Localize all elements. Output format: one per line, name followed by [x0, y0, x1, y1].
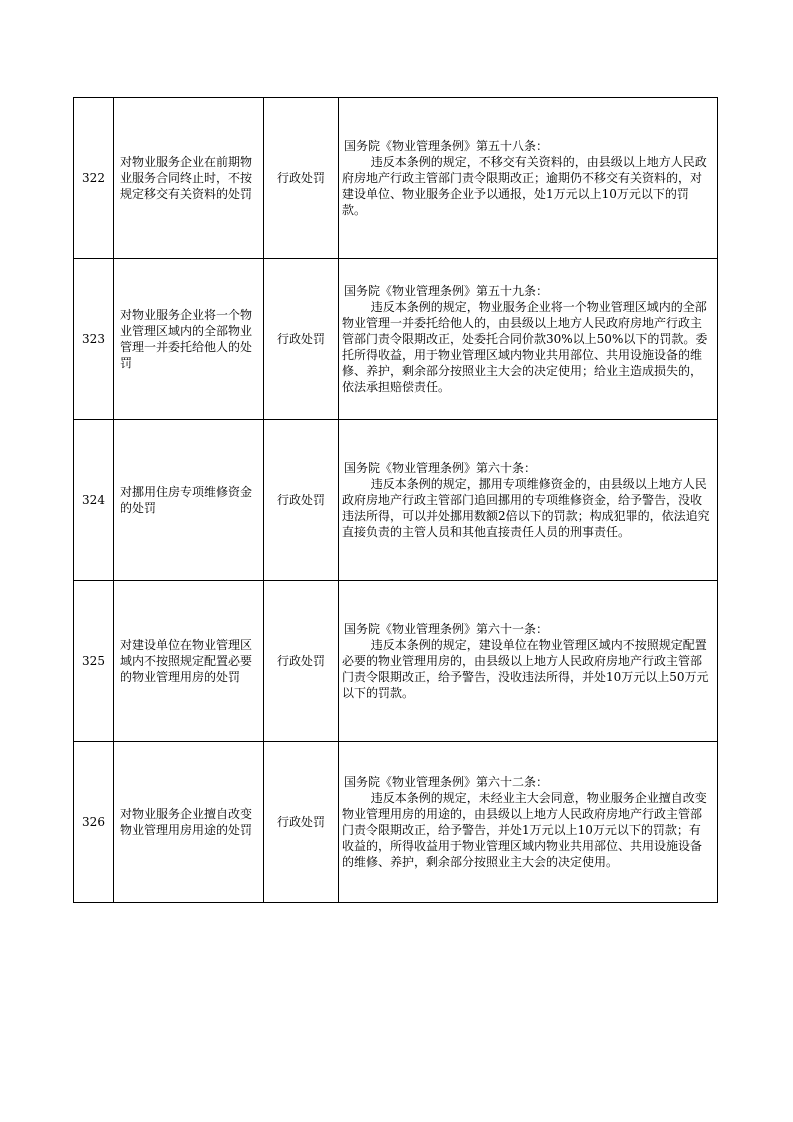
legal-basis-title: 国务院《物业管理条例》第五十八条：	[344, 139, 549, 153]
table-row	[74, 98, 718, 259]
table-row	[74, 420, 718, 581]
penalty-table	[73, 97, 718, 903]
penalty-table-body	[74, 98, 718, 903]
table-row	[74, 259, 718, 420]
legal-basis-title: 国务院《物业管理条例》第六十一条：	[344, 622, 549, 636]
legal-basis-text: 违反本条例的规定，物业服务企业将一个物业管理区域内的全部物业管理一并委托给他人的，由县级以上地方人民政府房地产行政主管部门责令限期改正，处委托合同价款30%以上50%以下的罚款。委托所得收益，用于物业管理区域内物业共用部位、共用设施设备的维修、养护，剩余部分按照业主大会的决定使用；给业主造成损失的，依法承担赔偿责任。	[342, 300, 708, 394]
penalty-item: 对物业服务企业擅自改变物业管理用房用途的处罚	[114, 742, 264, 903]
penalty-type: 行政处罚	[264, 98, 339, 259]
legal-basis-text: 违反本条例的规定，挪用专项维修资金的，由县级以上地方人民政府房地产行政主管部门追回挪用的专项维修资金，给予警告，没收违法所得，可以并处挪用数额2倍以下的罚款；构成犯罪的，依法追究直接负责的主管人员和其他直接责任人员的刑事责任。	[342, 477, 710, 539]
legal-basis	[339, 259, 718, 420]
legal-basis-title: 国务院《物业管理条例》第六十条：	[344, 461, 537, 475]
row-number: 322	[74, 98, 114, 259]
table-row	[74, 581, 718, 742]
legal-basis	[339, 420, 718, 581]
penalty-type: 行政处罚	[264, 742, 339, 903]
legal-basis-title: 国务院《物业管理条例》第五十九条：	[344, 284, 549, 298]
penalty-item: 对物业服务企业将一个物业管理区域内的全部物业管理一并委托给他人的处罚	[114, 259, 264, 420]
penalty-type: 行政处罚	[264, 581, 339, 742]
legal-basis-text: 违反本条例的规定，未经业主大会同意，物业服务企业擅自改变物业管理用房的用途的，由县级以上地方人民政府房地产行政主管部门责令限期改正，给予警告，并处1万元以上10万元以下的罚款；有收益的，所得收益用于物业管理区域内物业共用部位、共用设施设备的维修、养护，剩余部分按照业主大会的决定使用。	[342, 791, 707, 869]
legal-basis	[339, 98, 718, 259]
row-number: 326	[74, 742, 114, 903]
legal-basis	[339, 581, 718, 742]
legal-basis-text: 违反本条例的规定，不移交有关资料的，由县级以上地方人民政府房地产行政主管部门责令限期改正；逾期仍不移交有关资料的，对建设单位、物业服务企业予以通报，处1万元以上10万元以下的罚款。	[342, 155, 707, 217]
penalty-item: 对挪用住房专项维修资金的处罚	[114, 420, 264, 581]
row-number: 324	[74, 420, 114, 581]
penalty-item: 对物业服务企业在前期物业服务合同终止时，不按规定移交有关资料的处罚	[114, 98, 264, 259]
legal-basis-text: 违反本条例的规定，建设单位在物业管理区域内不按照规定配置必要的物业管理用房的，由县级以上地方人民政府房地产行政主管部门责令限期改正，给予警告，没收违法所得，并处10万元以上50万元以下的罚款。	[342, 638, 709, 700]
table-row	[74, 742, 718, 903]
legal-basis-title: 国务院《物业管理条例》第六十二条：	[344, 775, 549, 789]
penalty-type: 行政处罚	[264, 420, 339, 581]
row-number: 325	[74, 581, 114, 742]
penalty-item: 对建设单位在物业管理区域内不按照规定配置必要的物业管理用房的处罚	[114, 581, 264, 742]
legal-basis	[339, 742, 718, 903]
penalty-type: 行政处罚	[264, 259, 339, 420]
row-number: 323	[74, 259, 114, 420]
